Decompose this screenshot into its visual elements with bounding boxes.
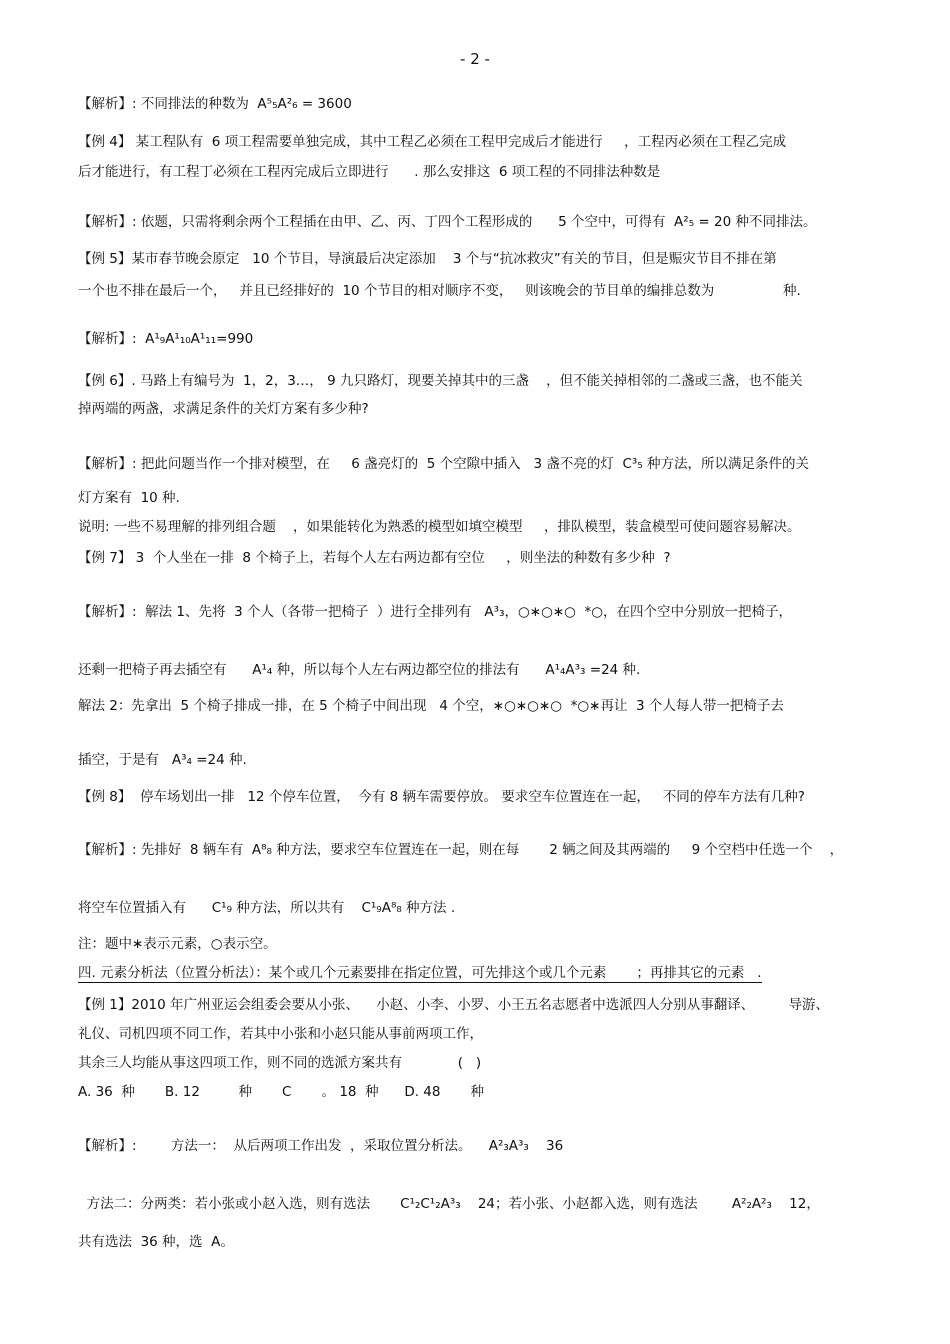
text-line: 掉两端的两盏，求满足条件的关灯方案有多少种? [78,401,369,417]
page-number: - 2 - [460,50,490,68]
text-line: 【解析】: 依题，只需将剩余两个工程插在由甲、乙、丙、丁四个工程形成的 5 个空中，可得有 A²₅ = 20 种不同排法。 [78,214,817,230]
text-line: 【例 1】2010 年广州亚运会组委会要从小张、 小赵、小李、小罗、小王五名志愿者中选派四人分别从事翻译、 导游、 [78,997,830,1013]
text-line: 【解析】: 解法 1、先将 3 个人（各带一把椅子 ）进行全排列有 A³₃，○∗○∗○ *○，在四个空中分别放一把椅子， [78,604,793,620]
text-line: 说明: 一些不易理解的排列组合题 ，如果能转化为熟悉的模型如填空模型 ，排队模型，装盒模型可使问题容易解决。 [78,519,801,535]
text-line: 还剩一把椅子再去插空有 A¹₄ 种，所以每个人左右两边都空位的排法有 A¹₄A³₃ =24 种. [78,662,641,678]
text-line: 注：题中∗表示元素，○表示空。 [78,936,277,952]
text-line: 【例 6】. 马路上有编号为 1，2，3…， 9 九只路灯，现要关掉其中的三盏 ，但不能关掉相邻的二盏或三盏，也不能关 [78,373,803,389]
text-line: 【解析】: 把此问题当作一个排对模型，在 6 盏亮灯的 5 个空隙中插入 3 盏不亮的灯 C³₅ 种方法，所以满足条件的关 [78,456,810,472]
text-line: 将空车位置插入有 C¹₉ 种方法，所以共有 C¹₉A⁸₈ 种方法 . [78,900,456,916]
text-line: 【例 8】 停车场划出一排 12 个停车位置， 今有 8 辆车需要停放。 要求空车位置连在一起， 不同的停车方法有几种? [78,789,805,805]
text-line: 【解析】: 先排好 8 辆车有 A⁸₈ 种方法，要求空车位置连在一起，则在每 2 辆之间及其两端的 9 个空档中任选一个 ， [78,842,844,858]
text-line: 【解析】: 不同排法的种数为 A⁵₅A²₆ = 3600 [78,96,352,112]
answer-options: A. 36 种 B. 12 种 C 。 18 种 D. 48 种 [78,1084,485,1100]
text-line: 解法 2：先拿出 5 个椅子排成一排，在 5 个椅子中间出现 4 个空，∗○∗○∗○ *○∗再让 3 个人每人带一把椅子去 [78,698,784,714]
text-line: 【例 7】 3 个人坐在一排 8 个椅子上，若每个人左右两边都有空位 ，则坐法的种数有多少种 ? [78,550,671,566]
text-line: 其余三人均能从事这四项工作，则不同的选派方案共有 ( ) [78,1055,482,1071]
text-line: 【解析】: A¹₉A¹₁₀A¹₁₁=990 [78,331,254,347]
section-heading: 四. 元素分析法（位置分析法）：某个或几个元素要排在指定位置，可先排这个或几个元素 ；再排其它的元素 . [78,965,762,981]
text-line: 方法二：分两类：若小张或小赵入选，则有选法 C¹₂C¹₂A³₃ 24；若小张、小赵都入选，则有选法 A²₂A²₃ 12， [78,1196,820,1212]
text-line: 灯方案有 10 种. [78,490,180,506]
text-line: 后才能进行，有工程丁必须在工程丙完成后立即进行 . 那么安排这 6 项工程的不同排法种数是 [78,164,661,180]
text-line: 一个也不排在最后一个， 并且已经排好的 10 个节目的相对顺序不变， 则该晚会的节目单的编排总数为 种. [78,283,801,299]
text-line: 礼仪、司机四项不同工作，若其中小张和小赵只能从事前两项工作， [78,1026,483,1042]
text-line: 插空，于是有 A³₄ =24 种. [78,752,247,768]
text-line: 【例 4】 某工程队有 6 项工程需要单独完成，其中工程乙必须在工程甲完成后才能进行 ，工程丙必须在工程乙完成 [78,134,787,150]
text-line: 【解析】: 方法一： 从后两项工作出发 ，采取位置分析法。 A²₃A³₃ 36 [78,1138,564,1154]
text-line: 【例 5】某市春节晚会原定 10 个节目，导演最后决定添加 3 个与“抗冰救灾”有关的节目，但是赈灾节目不排在第 [78,251,777,267]
text-line: 共有选法 36 种，选 A。 [78,1234,234,1250]
